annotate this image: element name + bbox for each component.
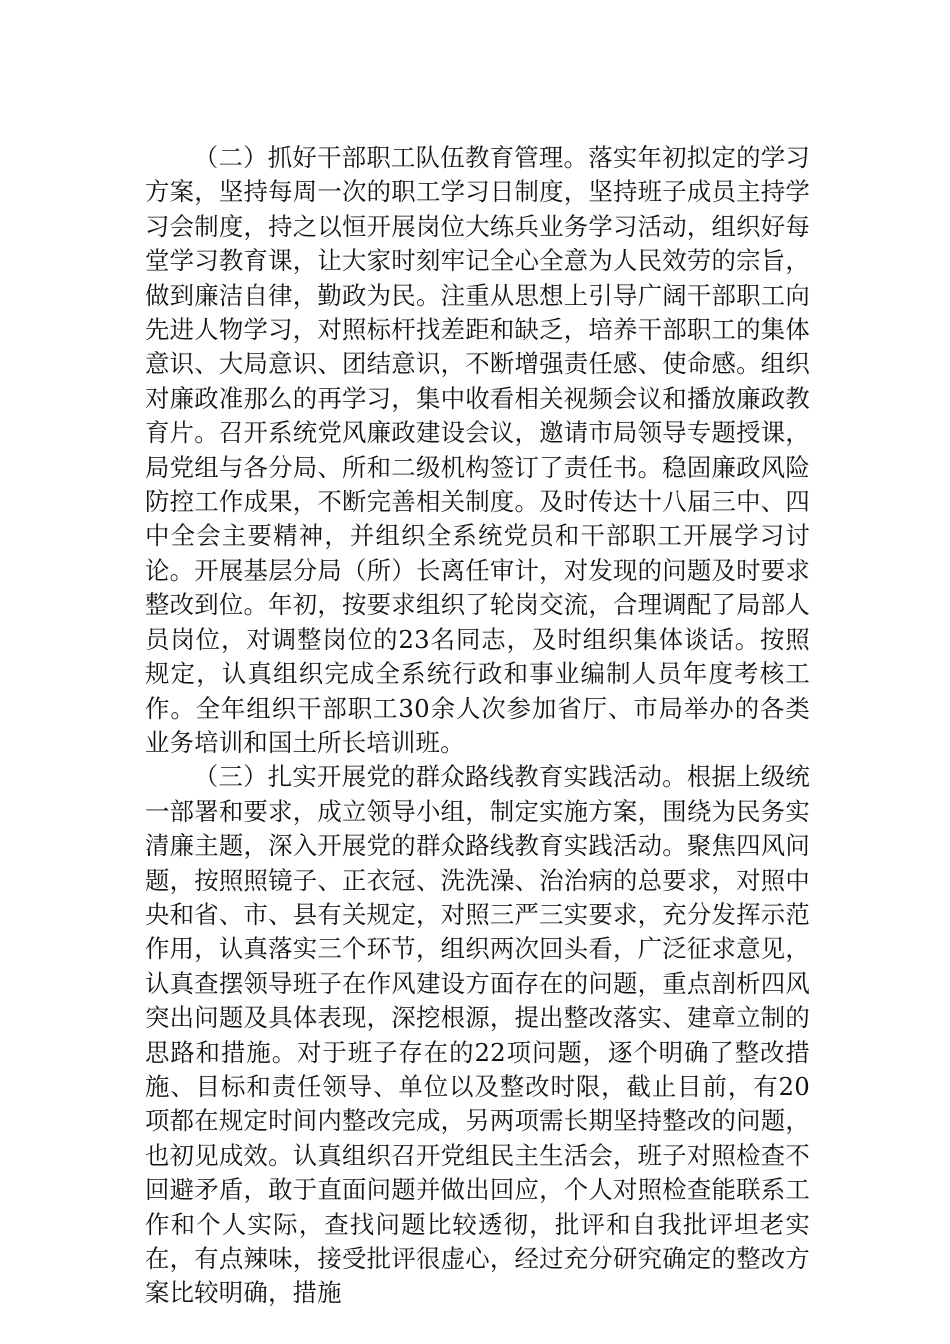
document-body <box>145 141 810 1311</box>
paragraph-mass-line-campaign: （三）扎实开展党的群众路线教育实践活动。根据上级统一部署和要求，成立领导小组，制定实施方案，围绕为民务实清廉主题，深入开展党的群众路线教育实践活动。聚焦四风问题，按照照镜子、正衣冠、洗洗澡、治治病的总要求，对照中央和省、市、县有关规定，对照三严三实要求，充分发挥示范作用，认真落实三个环节，组织两次回头看，广泛征求意见，认真查摆领导班子在作风建设方面存在的问题，重点剖析四风突出问题及具体表现，深挖根源，提出整改落实、建章立制的思路和措施。对于班子存在的22项问题，逐个明确了整改措施、目标和责任领导、单位以及整改时限，截止目前，有20项都在规定时间内整改完成，另两项需长期坚持整改的问题，也初见成效。认真组织召开党组民主生活会，班子对照检查不回避矛盾，敢于直面问题并做出回应，个人对照检查能联系工作和个人实际，查找问题比较透彻，批评和自我批评坦老实在，有点辣味，接受批评很虚心，经过充分研究确定的整改方案比较明确，措施 <box>145 762 810 1308</box>
paragraph-cadre-education: （二）抓好干部职工队伍教育管理。落实年初拟定的学习方案，坚持每周一次的职工学习日制度，坚持班子成员主持学习会制度，持之以恒开展岗位大练兵业务学习活动，组织好每堂学习教育课，让大家时刻牢记全心全意为人民效劳的宗旨，做到廉洁自律，勤政为民。注重从思想上引导广阔干部职工向先进人物学习，对照标杆找差距和缺乏，培养干部职工的集体意识、大局意识、团结意识，不断增强责任感、使命感。组织对廉政准那么的再学习，集中收看相关视频会议和播放廉政教育片。召开系统党风廉政建设会议，邀请市局领导专题授课，局党组与各分局、所和二级机构签订了责任书。稳固廉政风险防控工作成果，不断完善相关制度。及时传达十八届三中、四中全会主要精神，并组织全系统党员和干部职工开展学习讨论。开展基层分局（所）长离任审计，对发现的问题及时要求整改到位。年初，按要求组织了轮岗交流，合理调配了局部人员岗位，对调整岗位的23名同志，及时组织集体谈话。按照规定，认真组织完成全系统行政和事业编制人员年度考核工作。全年组织干部职工30余人次参加省厅、市局举办的各类业务培训和国土所长培训班。 <box>145 143 810 757</box>
